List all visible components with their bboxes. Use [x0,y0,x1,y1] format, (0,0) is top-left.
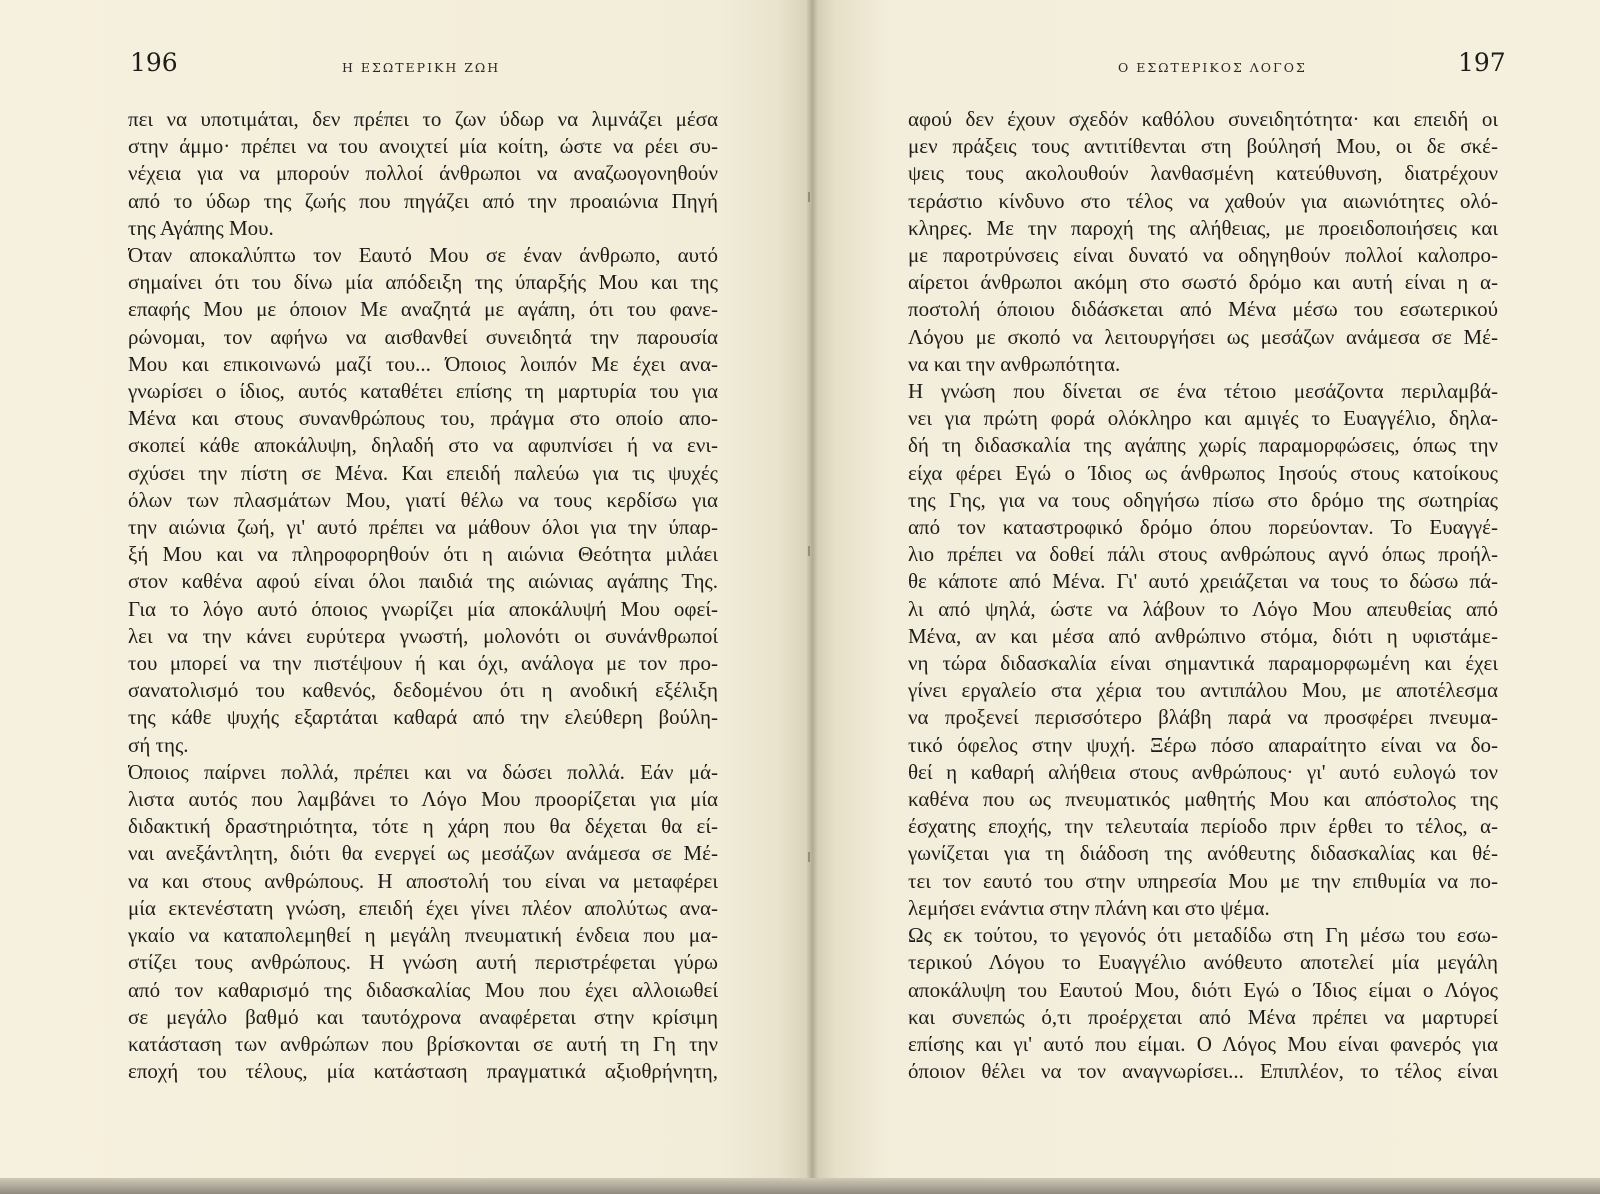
text-line: πει να υποτιμάται, δεν πρέπει το ζων ύδωρ να λιμνάζει μέσα [128,107,718,131]
text-line: Μένα, αν και μέσα από ανθρώπινο στόμα, διότι η υφιστάμε- [908,623,1498,648]
text-line: όλων των πλασμάτων Μου, γιατί θέλω να τους κερδίσω για [128,487,718,512]
page-bottom-edge [0,1178,1600,1194]
text-line: σανατολισμό του καθενός, δεδομένου ότι η ανοδική εξέλιξη [128,678,718,703]
text-line: λιο πρέπει να δοθεί πάλι στους ανθρώπους αγνό όπως προήλ- [908,542,1498,567]
text-line: από το ύδωρ της ζωής που πηγάζει από την προαιώνια Πηγή [128,188,718,213]
text-line: μία εκτενέστατη γνώση, επειδή έχει γίνει πλέον απολύτως ανα- [128,895,718,920]
text-line: όποιον θέλει να τον αναγνωρίσει... Επιπλέον, το τέλος είναι [908,1059,1498,1084]
body-text [128,106,718,1085]
text-line: επαφής Μου με όποιον Με αναζητά με αγάπη, ότι του φανε- [128,297,718,322]
text-line: λεμήσει ενάντια στην πλάνη και στο ψέμα. [908,895,1270,920]
text-line: αφού δεν έχουν σχεδόν καθόλου συνειδητότητα· και επειδή οι [908,107,1498,131]
text-line: κατάσταση των ανθρώπων που βρίσκονται σε αυτή τη Γη την [128,1031,718,1056]
text-line: στον καθένα αφού είναι όλοι παιδιά της αιώνιας αγάπης Της. [128,569,718,594]
text-line: δή τη διδασκαλία της αγάπης χωρίς παραμορφώσεις, όπως την [908,433,1498,458]
text-line: από τον καθαρισμό της διδασκαλίας Μου που έχει αλλοιωθεί [128,977,718,1002]
text-line: σκοπεί κάθε αποκάλυψη, δηλαδή στο να αφυπνίσει ή να ενι- [128,433,718,458]
text-line: αποκάλυψη του Εαυτού Μου, διότι Εγώ ο Ίδιος είμαι ο Λόγος [908,977,1498,1002]
text-line: νει για πρώτη φορά ολόκληρο και αμιγές το Ευαγγέλιο, δηλα- [908,406,1498,431]
body-text [908,106,1498,1085]
text-line: καθένα που ως πνευματικός μαθητής Μου και απόστολος της [908,787,1498,812]
text-line: λει να την κάνει ευρύτερα γνωστή, μολονότι οι συνάνθρωποί [128,623,718,648]
text-line: γκαίο να καταπολεμηθεί η μεγάλη πνευματική ένδεια που μα- [128,923,718,948]
text-line: Μου και επικοινωνώ μαζί του... Όποιος λοιπόν Με έχει ανα- [128,351,718,376]
text-line: ρώνομαι, τον αφήνω να αισθανθεί συνειδητά την παρουσία [128,324,718,349]
text-line: μεν πράξεις τους αντιτίθενται στη βούλησή Μου, οι δε σκέ- [908,134,1498,159]
text-line: γίνει εργαλείο στα χέρια του αντιπάλου Μου, με αποτέλεσμα [908,678,1498,703]
text-line: σχύσει την πίστη σε Μένα. Και επειδή παλεύω για τις ψυχές [128,460,718,485]
text-line: της κάθε ψυχής εξαρτάται καθαρά από την ελεύθερη βούλη- [128,705,718,730]
text-line: Για το λόγο αυτό όποιος γνωρίζει μία αποκάλυψή Μου οφεί- [128,596,718,621]
text-line: σή της. [128,732,189,757]
text-line: διδακτική δραστηριότητα, τότε η χάρη που θα δέχεται θα εί- [128,814,718,839]
text-line: στίζει τους ανθρώπους. Η γνώση αυτή περιστρέφεται γύρω [128,950,718,975]
page-number: 197 [1458,48,1506,77]
text-line: Όποιος παίρνει πολλά, πρέπει και να δώσει πολλά. Εάν μά- [128,759,718,784]
text-line: νέχεια για να μπορούν πολλοί άνθρωποι να αναζωογονηθούν [128,161,718,186]
running-head: Ο ΕΣΩΤΕΡΙΚΟΣ ΛΟΓΟΣ [1118,60,1307,75]
text-line: τει τον εαυτό του στην υπηρεσία Μου με την επιθυμία να πο- [908,868,1498,893]
text-line: θε κάποτε από Μένα. Γι' αυτό χρειάζεται να τους το δώσω πά- [908,569,1498,594]
text-line: λιστα αυτός που λαμβάνει το Λόγο Μου προορίζεται για μία [128,787,718,812]
text-line: γνωρίσει ο ίδιος, αυτός καταθέτει επίσης τη μαρτυρία του για [128,379,718,404]
text-line: θεί η καθαρή αλήθεια στους ανθρώπους· γι' αυτό ευλογώ τον [908,759,1498,784]
text-line: να και την ανθρωπότητα. [908,351,1121,376]
text-line: Όταν αποκαλύπτω τον Εαυτό Μου σε έναν άνθρωπο, αυτό [128,243,718,268]
text-line: ποστολή όποιου διδάσκεται από Μένα μέσω του εσωτερικού [908,297,1498,322]
book-gutter [806,0,818,1194]
text-line: του μπορεί να την πιστέψουν ή και όχι, ανάλογα με τον προ- [128,651,718,676]
text-line: της Γης, για να τους οδηγήσω πίσω στο δρόμο της σωτηρίας [908,487,1498,512]
text-line: τερικού Λόγου το Ευαγγέλιο ανόθευτο αποτελεί μία μεγάλη [908,950,1498,975]
text-line: να προξενεί περισσότερο βλάβη παρά να προσφέρει πνευμα- [908,705,1498,730]
text-line: είχα φέρει Εγώ ο Ίδιος ως άνθρωπος Ιησούς στους κατοίκους [908,460,1498,485]
right-page [812,0,1600,1194]
text-line: γωνίζεται για τη διάδοση της ανόθευτης διδασκαλίας και θέ- [908,841,1498,866]
text-line: σημαίνει ότι του δίνω μία απόδειξη της ύπαρξής Μου και της [128,270,718,295]
text-line: από τον καταστροφικό δρόμο όπου πορεύονταν. Το Ευαγγέ- [908,515,1498,540]
text-line: λι από ψηλά, ώστε να λάβουν το Λόγο Μου απευθείας από [908,596,1498,621]
text-line: επίσης και γι' αυτό που είμαι. Ο Λόγος Μου είναι φανερός για [908,1031,1498,1056]
text-line: αίρετοι άνθρωποι ακόμη στο σωστό δρόμο και αυτή είναι η α- [908,270,1498,295]
text-line: νη τώρα διδασκαλία είναι σημαντικά παραμορφωμένη και έχει [908,651,1498,676]
text-line: στην άμμο· πρέπει να του ανοιχτεί μία κοίτη, ώστε να ρέει συ- [128,134,718,159]
text-line: να και στους ανθρώπους. Η αποστολή του είναι να μεταφέρει [128,868,718,893]
text-line: ναι ανεξάντλητη, διότι θα ενεργεί ως μεσάζων ανάμεσα σε Μέ- [128,841,718,866]
text-line: ψεις τους ακολουθούν λανθασμένη κατεύθυνση, διατρέχουν [908,161,1498,186]
text-line: Μένα και στους συνανθρώπους του, πράγμα στο οποίο απο- [128,406,718,431]
text-line: εποχή του τέλους, μία κατάσταση πραγματικά αξιοθρήνητη, [128,1059,718,1084]
text-line: της Αγάπης Μου. [128,215,274,240]
text-line: με παροτρύνσεις είναι δυνατό να οδηγηθούν πολλοί καλοπρο- [908,243,1498,268]
text-line: την αιώνια ζωή, γι' αυτό πρέπει να μάθουν όλοι για την ύπαρ- [128,515,718,540]
text-line: κληρες. Με την παροχή της αλήθειας, με προειδοποιήσεις και [908,215,1498,240]
text-line: Η γνώση που δίνεται σε ένα τέτοιο μεσάζοντα περιλαμβά- [908,379,1498,404]
text-line: τεράστιο κίνδυνο στο τέλος να χαθούν για αιωνιότητες ολό- [908,188,1498,213]
running-head: Η ΕΣΩΤΕΡΙΚΗ ΖΩΗ [342,60,501,75]
text-line: τικό όφελος στην ψυχή. Ξέρω πόσο απαραίτητο είναι να δο- [908,732,1498,757]
text-line: έσχατης εποχής, την τελευταία περίοδο πριν έρθει το τέλος, α- [908,814,1498,839]
text-line: και συνεπώς ό,τι προέρχεται από Μένα πρέπει να μαρτυρεί [908,1004,1498,1029]
text-line: Λόγου με σκοπό να λειτουργήσει ως μεσάζων ανάμεσα σε Μέ- [908,324,1498,349]
page-number: 196 [130,48,178,77]
text-line: Ως εκ τούτου, το γεγονός ότι μεταδίδω στη Γη μέσω του εσω- [908,923,1498,948]
text-line: ξή Μου και να πληροφορηθούν ότι η αιώνια Θεότητα μιλάει [128,542,718,567]
text-line: σε μεγάλο βαθμό και ταυτόχρονα αναφέρεται στην κρίσιμη [128,1004,718,1029]
